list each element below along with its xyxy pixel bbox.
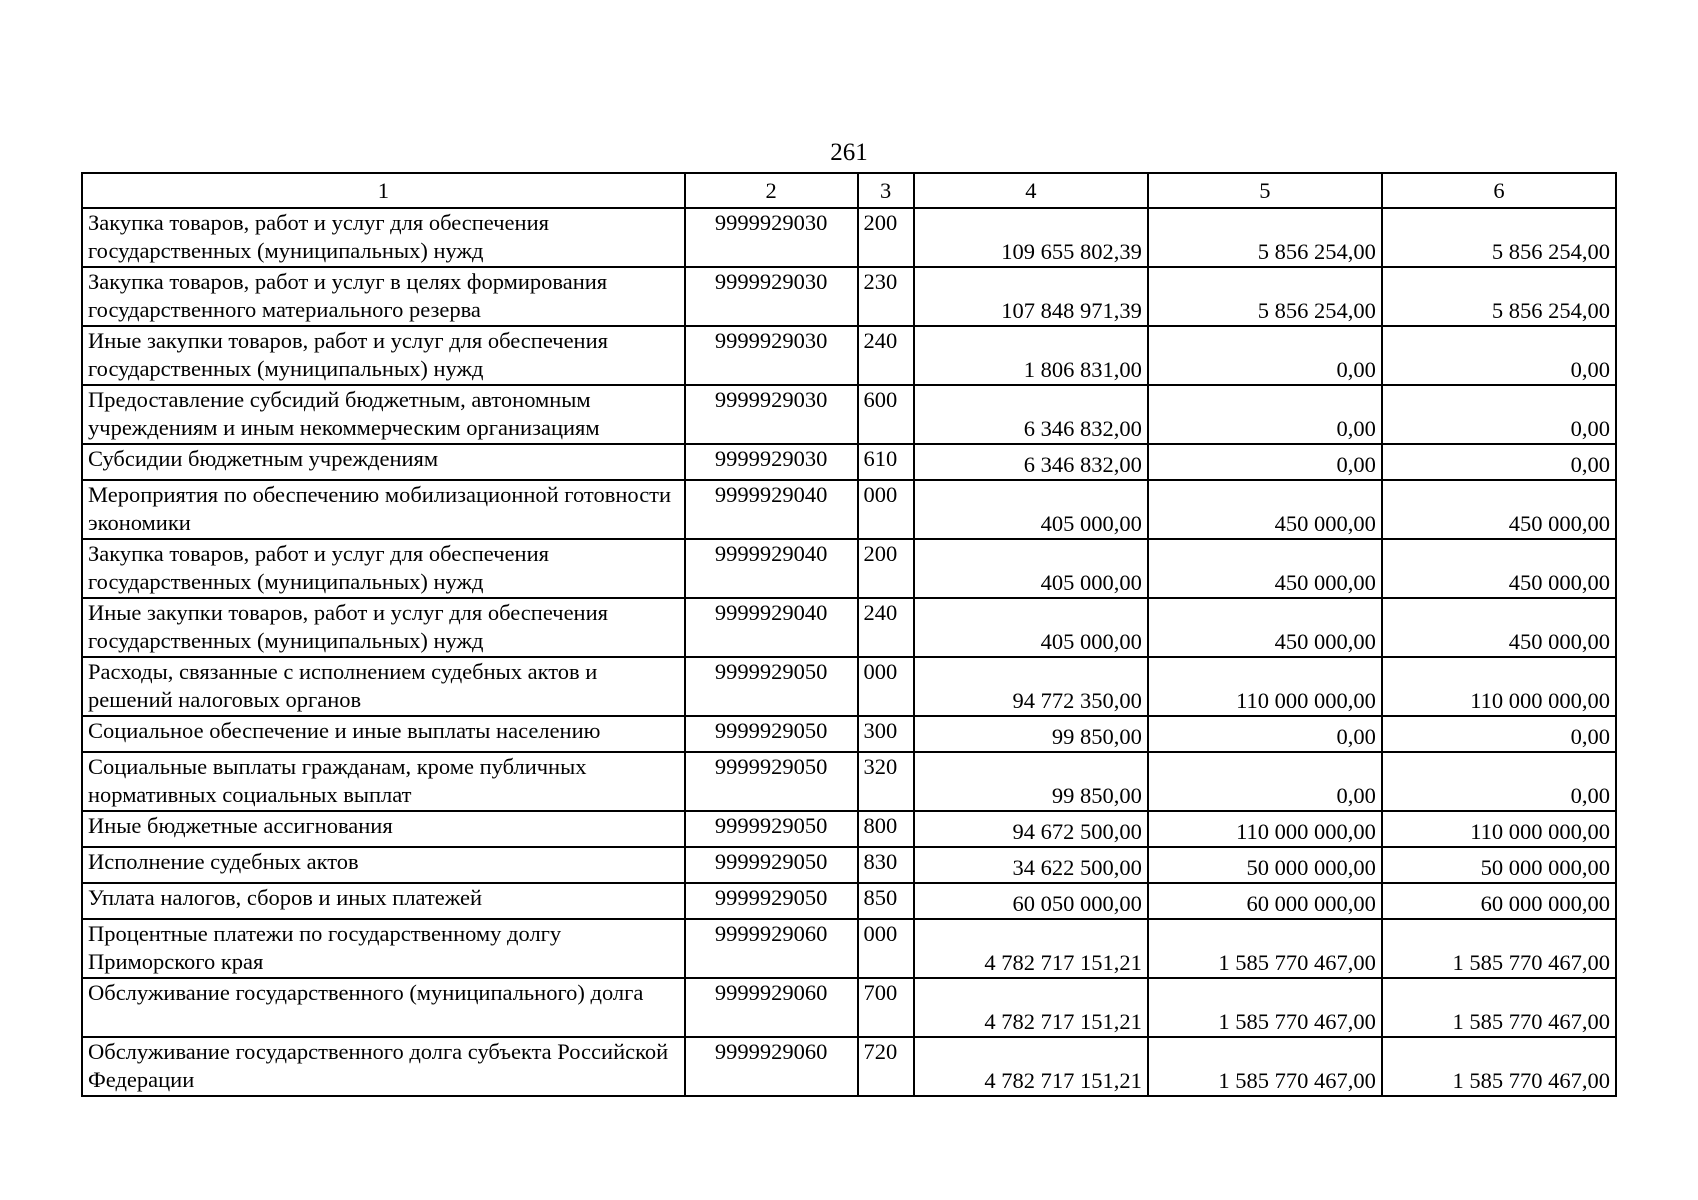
expense-type-cell: 200 [858,539,914,598]
amount-col6-cell: 1 585 770 467,00 [1382,1037,1616,1096]
amount-col5-cell: 110 000 000,00 [1148,811,1382,847]
table-row [82,752,1616,811]
expense-name-cell: Мероприятия по обеспечению мобилизационной готовности экономики [82,480,685,539]
amount-col5-cell: 5 856 254,00 [1148,267,1382,326]
amount-col4-cell: 405 000,00 [914,539,1148,598]
column-header: 2 [685,173,858,208]
table-row [82,657,1616,716]
amount-col6-cell: 1 585 770 467,00 [1382,919,1616,978]
target-code-cell: 9999929050 [685,752,858,811]
amount-col6-cell: 0,00 [1382,752,1616,811]
table-row [82,978,1616,1037]
expense-type-cell: 600 [858,385,914,444]
expense-name-cell: Закупка товаров, работ и услуг для обеспечения государственных (муниципальных) нужд [82,539,685,598]
expense-name-cell: Социальные выплаты гражданам, кроме публичных нормативных социальных выплат [82,752,685,811]
amount-col6-cell: 0,00 [1382,716,1616,752]
amount-col4-cell: 4 782 717 151,21 [914,978,1148,1037]
target-code-cell: 9999929040 [685,598,858,657]
amount-col6-cell: 1 585 770 467,00 [1382,978,1616,1037]
expense-name-cell: Закупка товаров, работ и услуг в целях формирования государственного материального резерва [82,267,685,326]
amount-col4-cell: 94 772 350,00 [914,657,1148,716]
target-code-cell: 9999929030 [685,385,858,444]
expense-type-cell: 000 [858,480,914,539]
table-row [82,385,1616,444]
target-code-cell: 9999929030 [685,208,858,267]
table-row [82,326,1616,385]
expense-name-cell: Процентные платежи по государственному долгу Приморского края [82,919,685,978]
amount-col4-cell: 6 346 832,00 [914,444,1148,480]
budget-table [81,172,1617,1097]
amount-col4-cell: 405 000,00 [914,480,1148,539]
table-body [82,208,1616,1096]
amount-col6-cell: 0,00 [1382,444,1616,480]
target-code-cell: 9999929060 [685,919,858,978]
header-row [82,173,1616,208]
expense-type-cell: 720 [858,1037,914,1096]
target-code-cell: 9999929040 [685,480,858,539]
table-row [82,847,1616,883]
amount-col5-cell: 110 000 000,00 [1148,657,1382,716]
expense-type-cell: 850 [858,883,914,919]
table-row [82,716,1616,752]
target-code-cell: 9999929050 [685,811,858,847]
amount-col6-cell: 110 000 000,00 [1382,657,1616,716]
amount-col6-cell: 450 000,00 [1382,598,1616,657]
target-code-cell: 9999929050 [685,847,858,883]
amount-col4-cell: 60 050 000,00 [914,883,1148,919]
amount-col5-cell: 50 000 000,00 [1148,847,1382,883]
amount-col4-cell: 94 672 500,00 [914,811,1148,847]
table-header [82,173,1616,208]
expense-type-cell: 700 [858,978,914,1037]
table-row [82,1037,1616,1096]
expense-type-cell: 240 [858,598,914,657]
amount-col5-cell: 1 585 770 467,00 [1148,978,1382,1037]
amount-col5-cell: 60 000 000,00 [1148,883,1382,919]
amount-col6-cell: 5 856 254,00 [1382,267,1616,326]
target-code-cell: 9999929060 [685,978,858,1037]
expense-type-cell: 000 [858,919,914,978]
expense-type-cell: 000 [858,657,914,716]
amount-col4-cell: 109 655 802,39 [914,208,1148,267]
table-row [82,811,1616,847]
target-code-cell: 9999929050 [685,883,858,919]
amount-col6-cell: 50 000 000,00 [1382,847,1616,883]
amount-col4-cell: 4 782 717 151,21 [914,1037,1148,1096]
expense-name-cell: Иные бюджетные ассигнования [82,811,685,847]
amount-col6-cell: 0,00 [1382,385,1616,444]
amount-col4-cell: 1 806 831,00 [914,326,1148,385]
table-row [82,598,1616,657]
amount-col5-cell: 0,00 [1148,716,1382,752]
expense-type-cell: 800 [858,811,914,847]
expense-name-cell: Закупка товаров, работ и услуг для обеспечения государственных (муниципальных) нужд [82,208,685,267]
expense-name-cell: Иные закупки товаров, работ и услуг для обеспечения государственных (муниципальных) нужд [82,326,685,385]
amount-col4-cell: 99 850,00 [914,752,1148,811]
amount-col6-cell: 450 000,00 [1382,480,1616,539]
amount-col5-cell: 1 585 770 467,00 [1148,1037,1382,1096]
amount-col4-cell: 4 782 717 151,21 [914,919,1148,978]
amount-col6-cell: 0,00 [1382,326,1616,385]
amount-col4-cell: 99 850,00 [914,716,1148,752]
table-row [82,883,1616,919]
expense-type-cell: 230 [858,267,914,326]
column-header: 3 [858,173,914,208]
amount-col5-cell: 450 000,00 [1148,539,1382,598]
expense-type-cell: 300 [858,716,914,752]
target-code-cell: 9999929030 [685,267,858,326]
amount-col5-cell: 0,00 [1148,752,1382,811]
expense-type-cell: 240 [858,326,914,385]
target-code-cell: 9999929030 [685,444,858,480]
expense-name-cell: Предоставление субсидий бюджетным, автономным учреждениям и иным некоммерческим организациям [82,385,685,444]
expense-type-cell: 320 [858,752,914,811]
amount-col5-cell: 0,00 [1148,444,1382,480]
expense-type-cell: 610 [858,444,914,480]
amount-col5-cell: 450 000,00 [1148,598,1382,657]
column-header: 4 [914,173,1148,208]
amount-col5-cell: 0,00 [1148,326,1382,385]
expense-name-cell: Расходы, связанные с исполнением судебных актов и решений налоговых органов [82,657,685,716]
table-row [82,208,1616,267]
amount-col5-cell: 450 000,00 [1148,480,1382,539]
amount-col5-cell: 0,00 [1148,385,1382,444]
expense-name-cell: Исполнение судебных актов [82,847,685,883]
amount-col4-cell: 6 346 832,00 [914,385,1148,444]
expense-name-cell: Субсидии бюджетным учреждениям [82,444,685,480]
table-row [82,444,1616,480]
table-row [82,480,1616,539]
target-code-cell: 9999929030 [685,326,858,385]
table-row [82,919,1616,978]
expense-name-cell: Социальное обеспечение и иные выплаты населению [82,716,685,752]
target-code-cell: 9999929060 [685,1037,858,1096]
column-header: 5 [1148,173,1382,208]
amount-col6-cell: 60 000 000,00 [1382,883,1616,919]
table-row [82,539,1616,598]
column-header: 1 [82,173,685,208]
amount-col5-cell: 5 856 254,00 [1148,208,1382,267]
expense-name-cell: Обслуживание государственного (муниципального) долга [82,978,685,1037]
target-code-cell: 9999929050 [685,657,858,716]
amount-col6-cell: 110 000 000,00 [1382,811,1616,847]
expense-name-cell: Обслуживание государственного долга субъекта Российской Федерации [82,1037,685,1096]
amount-col6-cell: 450 000,00 [1382,539,1616,598]
expense-name-cell: Иные закупки товаров, работ и услуг для обеспечения государственных (муниципальных) нужд [82,598,685,657]
amount-col6-cell: 5 856 254,00 [1382,208,1616,267]
expense-type-cell: 830 [858,847,914,883]
expense-type-cell: 200 [858,208,914,267]
target-code-cell: 9999929050 [685,716,858,752]
expense-name-cell: Уплата налогов, сборов и иных платежей [82,883,685,919]
amount-col4-cell: 107 848 971,39 [914,267,1148,326]
amount-col4-cell: 34 622 500,00 [914,847,1148,883]
page-number: 261 [830,139,868,166]
target-code-cell: 9999929040 [685,539,858,598]
amount-col4-cell: 405 000,00 [914,598,1148,657]
column-header: 6 [1382,173,1616,208]
amount-col5-cell: 1 585 770 467,00 [1148,919,1382,978]
table-row [82,267,1616,326]
